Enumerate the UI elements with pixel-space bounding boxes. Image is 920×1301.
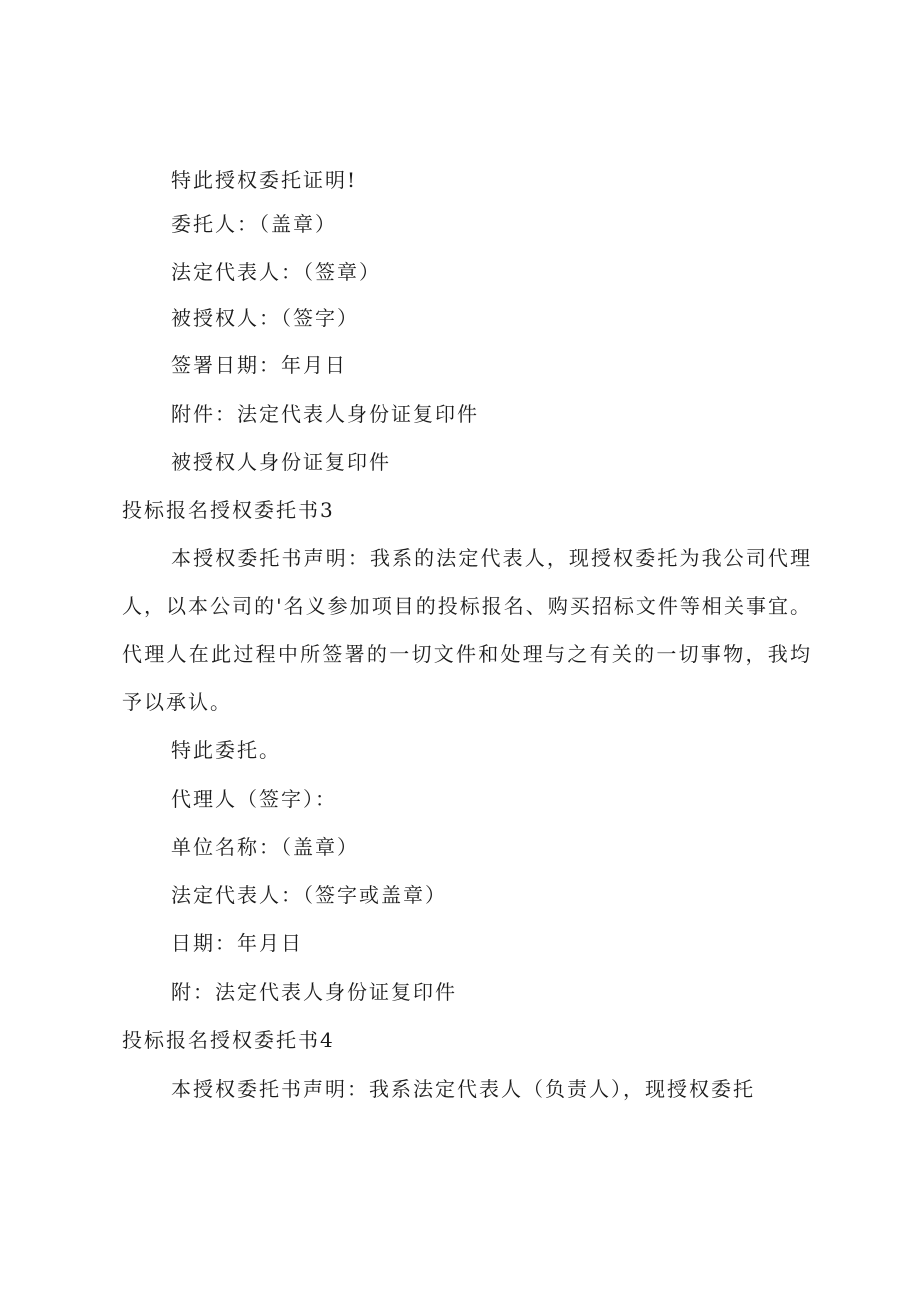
agent-signature-line: 代理人（签字）： <box>171 787 337 811</box>
unit-name-line: 单位名称：（盖章） <box>171 835 359 859</box>
legal-rep-line: 法定代表人：（签章） <box>171 260 381 284</box>
attachment-line-2: 被授权人身份证复印件 <box>171 450 391 474</box>
attachment-line: 附：法定代表人身份证复印件 <box>171 980 457 1004</box>
section-heading: 投标报名授权委托书4 <box>122 1028 335 1052</box>
section-heading: 投标报名授权委托书3 <box>122 498 335 522</box>
attachment-line: 附件：法定代表人身份证复印件 <box>171 402 479 426</box>
legal-rep-line: 法定代表人：（签字或盖章） <box>171 883 447 907</box>
date-line: 日期：年月日 <box>171 931 303 955</box>
sign-date-line: 签署日期：年月日 <box>171 353 347 377</box>
principal-line: 委托人：（盖章） <box>171 212 337 236</box>
section-body-paragraph: 本授权委托书声明：我系的法定代表人，现授权委托为我公司代理人，以本公司的'名义参加项目的投标报名、购买招标文件等相关事宜。代理人在此过程中所签署的一切文件和处理与之有关的一切事物，我均予以承认。 <box>122 546 812 714</box>
closing-line: 特此授权委托证明! <box>171 168 358 192</box>
closing-line: 特此委托。 <box>171 738 281 762</box>
section-body-paragraph: 本授权委托书声明：我系法定代表人（负责人），现授权委托 <box>171 1077 755 1101</box>
authorized-person-line: 被授权人：（签字） <box>171 306 359 330</box>
